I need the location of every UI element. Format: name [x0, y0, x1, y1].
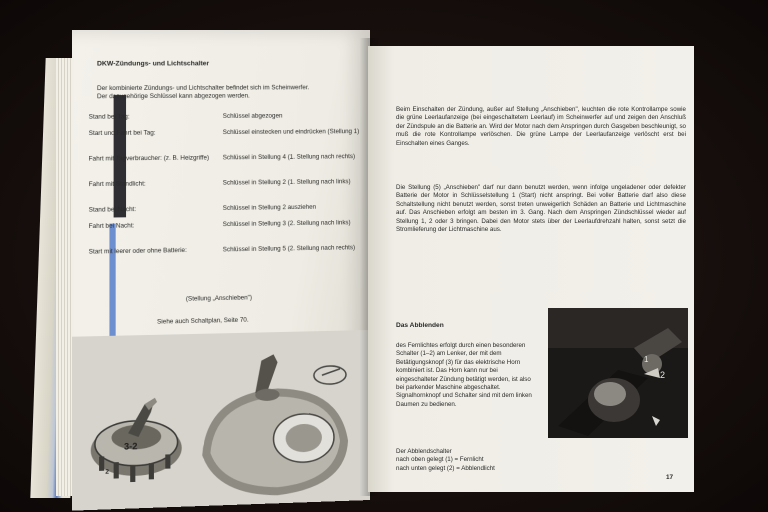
right-page-number: 17 — [666, 474, 674, 481]
row-value: Schlüssel in Stellung 2 ausziehen — [222, 203, 317, 212]
handlebar-switch-photo — [548, 308, 688, 438]
switch-title: Der Abblendschalter — [396, 448, 452, 455]
headlamp-switch-illustration — [72, 330, 370, 511]
abblendschalter-list — [396, 448, 556, 473]
table-row — [89, 128, 362, 155]
row-value: Schlüssel abgezogen — [222, 112, 283, 120]
table-row — [89, 178, 362, 206]
switch-up-line: nach oben gelegt (1) = Fernlicht — [396, 456, 484, 464]
table-row — [89, 153, 362, 181]
row-label: Stand bei Nacht: — [88, 205, 137, 214]
switch-label: 3-2 — [123, 441, 138, 452]
photo-label-2: 2 — [660, 370, 666, 380]
row-label: Fahrt mit Standlicht: — [88, 180, 146, 189]
left-page-number: 2 — [105, 468, 109, 476]
right-page-paragraph: Die Stellung (5) „Anschieben" darf nur dann benutzt werden, wenn infolge ungeladener oder defekter Batterie der Motor in Schlüsselstellung 1 (Start) nicht anspringt. Bei voller Batterie darf also diese Schaltstellung nicht benutzt werden, sonst treten unweigerlich Schäden an Batterie und Lichtmaschine auf. Das Anschieben erfolgt am besten im 3. Gang. Nach dem Anspringen Zündschlüssel wieder auf Stellung 1, 2 oder 3 bringen. Dabei den Motor stets über der Leerlaufdrehzahl halten, sonst setzt die Stromlieferung der Lichtmaschine aus. — [396, 184, 686, 234]
row-value: Schlüssel einstecken und eindrücken (Stellung 1) — [222, 128, 360, 137]
row-label: Start und Fahrt bei Tag: — [88, 129, 156, 138]
switch-position-table — [89, 112, 362, 274]
anschieben-note: (Stellung „Anschieben") — [185, 294, 253, 303]
left-page[interactable] — [72, 30, 370, 511]
table-row — [89, 112, 362, 130]
left-page-title: DKW-Zündungs- und Lichtschalter — [96, 60, 210, 68]
left-page-intro — [97, 84, 352, 102]
right-page[interactable] — [368, 46, 694, 492]
row-value: Schlüssel in Stellung 3 (2. Stellung nach links) — [222, 219, 351, 229]
row-label: Stand bei Tag: — [88, 113, 130, 121]
row-value: Schlüssel in Stellung 5 (2. Stellung nach rechts) — [222, 244, 356, 254]
row-value: Schlüssel in Stellung 4 (1. Stellung nach rechts) — [222, 153, 356, 162]
open-manual-book — [38, 28, 698, 502]
photo-label-1: 1 — [644, 355, 649, 364]
intro-line: Der dazugehörige Schlüssel kann abgezogen werden. — [96, 92, 250, 101]
table-row — [89, 244, 362, 274]
row-label: Fahrt bei Nacht: — [88, 222, 135, 231]
right-page-paragraph: Beim Einschalten der Zündung, außer auf Stellung „Anschieben", leuchten die rote Kontrollampe sowie die grüne Leerlaufanzeige (bei eingeschaltetem Leerlauf) im Scheinwerfer auf und zeigen den Anschluß der Zündspule an die Batterie an. Wird der Motor nach dem Anspringen durch Gasgeben beschleunigt, so muß die rote Kontrollampe verlöschen. Die grüne Lampe der Leerlaufanzeige verlöscht erst bei Einschalten eines Ganges. — [396, 106, 686, 147]
schaltplan-reference: Siehe auch Schaltplan, Seite 70. — [157, 316, 249, 326]
row-value: Schlüssel in Stellung 2 (1. Stellung nach links) — [222, 178, 351, 187]
abblenden-heading: Das Abblenden — [396, 322, 444, 329]
switch-down-line: nach unten gelegt (2) = Abblendlicht — [396, 464, 495, 472]
abblenden-paragraph: des Fernlichtes erfolgt durch einen besonderen Schalter (1–2) am Lenker, der mit dem Betätigungsknopf (3) für das elektrische Horn kombiniert ist. Das Horn kann nur bei eingeschalteter Zündung betätigt werden, ist also bei parkender Maschine abgeschaltet. Signalhornknopf und Schalter sind mit dem linken Daumen zu bedienen. — [396, 342, 532, 408]
intro-line: Der kombinierte Zündungs- und Lichtschalter befindet sich im Scheinwerfer. — [96, 84, 310, 93]
handlebar-photo-illustration — [548, 308, 688, 438]
row-label: Fahrt mit Tagverbraucher: (z. B. Heizgriffe) — [88, 154, 210, 163]
switch-and-headlamp-photo — [72, 330, 370, 511]
row-label: Start mit leerer oder ohne Batterie: — [88, 246, 187, 256]
